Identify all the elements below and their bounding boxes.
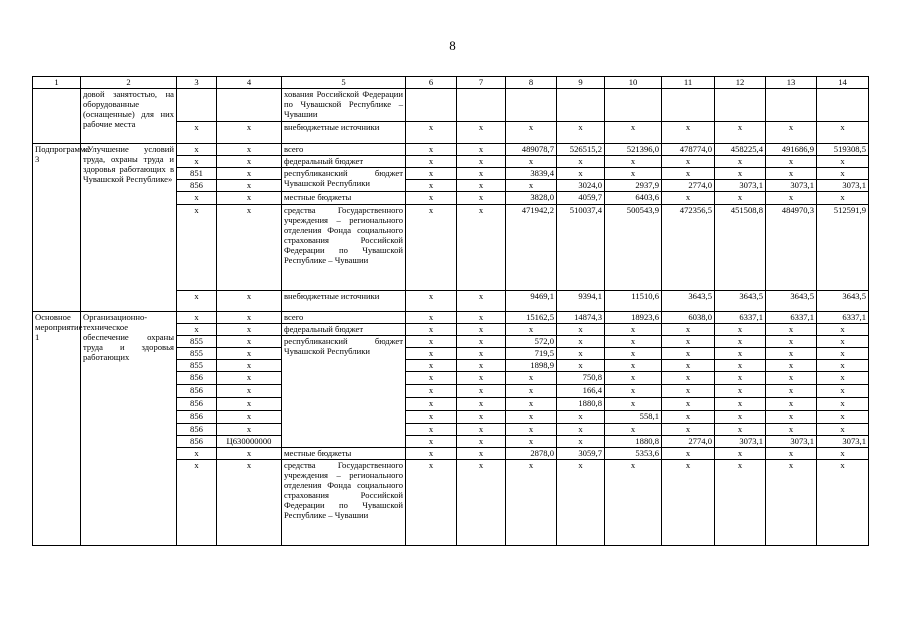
value-cell: 856	[177, 424, 217, 436]
empty-cell	[557, 89, 605, 122]
col3-empty	[177, 89, 217, 122]
value-cell: x	[605, 398, 662, 411]
value-cell: 856	[177, 436, 217, 448]
value-cell: x	[766, 372, 817, 385]
value-cell: 3059,7	[557, 448, 605, 460]
col4-empty	[217, 89, 282, 122]
value-cell: 5353,6	[605, 448, 662, 460]
value-cell: x	[662, 385, 715, 398]
value-cell: x	[817, 324, 869, 336]
value-cell: x	[457, 460, 506, 546]
value-cell: 719,5	[506, 348, 557, 360]
value-cell: x	[406, 398, 457, 411]
value-cell: x	[715, 424, 766, 436]
budget-table	[32, 76, 869, 546]
source-label: федеральный бюджет	[282, 324, 406, 336]
col5-text: хования Российской Федерации по Чувашской Республике – Чувашии	[282, 89, 406, 122]
value-cell: x	[662, 360, 715, 372]
header-cell: 2	[81, 77, 177, 89]
header-cell: 5	[282, 77, 406, 89]
header-cell: 12	[715, 77, 766, 89]
value-cell: x	[715, 398, 766, 411]
value-cell: x	[766, 398, 817, 411]
value-cell: x	[457, 156, 506, 168]
value-cell: 558,1	[605, 411, 662, 424]
value-cell: x	[557, 168, 605, 180]
value-cell: x	[766, 448, 817, 460]
value-cell: x	[506, 156, 557, 168]
value-cell: x	[662, 156, 715, 168]
value-cell: x	[817, 411, 869, 424]
value-cell: 15162,5	[506, 312, 557, 324]
value-cell: x	[217, 192, 282, 205]
source-label: республиканский бюджет Чувашской Республики	[282, 336, 406, 448]
value-cell: 2774,0	[662, 180, 715, 192]
value-cell: 3839,4	[506, 168, 557, 180]
col2-text: довой занятостью, на оборудованные (оснащенные) для них рабочие места	[81, 89, 177, 144]
value-cell: x	[406, 122, 457, 144]
value-cell: 3073,1	[715, 180, 766, 192]
value-cell: x	[662, 398, 715, 411]
value-cell: 14874,3	[557, 312, 605, 324]
value-cell: x	[457, 372, 506, 385]
value-cell: x	[217, 448, 282, 460]
value-cell: x	[766, 424, 817, 436]
value-cell: x	[715, 411, 766, 424]
value-cell: x	[715, 156, 766, 168]
value-cell: x	[817, 192, 869, 205]
value-cell: x	[605, 348, 662, 360]
value-cell: x	[766, 156, 817, 168]
value-cell: x	[457, 424, 506, 436]
value-cell: 3073,1	[715, 436, 766, 448]
value-cell: x	[457, 312, 506, 324]
value-cell: x	[217, 156, 282, 168]
value-cell: x	[506, 324, 557, 336]
value-cell: x	[662, 336, 715, 348]
value-cell: x	[406, 291, 457, 312]
table-row	[33, 312, 869, 324]
value-cell: x	[457, 398, 506, 411]
value-cell: x	[217, 312, 282, 324]
value-cell: x	[715, 448, 766, 460]
value-cell: 572,0	[506, 336, 557, 348]
value-cell: 855	[177, 336, 217, 348]
value-cell: x	[406, 424, 457, 436]
value-cell: x	[557, 424, 605, 436]
value-cell: x	[817, 348, 869, 360]
value-cell: x	[506, 180, 557, 192]
value-cell: x	[177, 460, 217, 546]
value-cell: 3024,0	[557, 180, 605, 192]
value-cell: x	[217, 424, 282, 436]
value-cell: 166,4	[557, 385, 605, 398]
value-cell: x	[557, 360, 605, 372]
value-cell: x	[662, 348, 715, 360]
value-cell: 3073,1	[817, 436, 869, 448]
value-cell: x	[406, 336, 457, 348]
value-cell: 500543,9	[605, 205, 662, 291]
value-cell: x	[457, 436, 506, 448]
section-name: Основное мероприятие 1	[33, 312, 81, 546]
value-cell: x	[766, 460, 817, 546]
value-cell: x	[457, 291, 506, 312]
value-cell: 6337,1	[817, 312, 869, 324]
value-cell: 472356,5	[662, 205, 715, 291]
value-cell: 856	[177, 385, 217, 398]
empty-cell	[457, 89, 506, 122]
value-cell: x	[457, 411, 506, 424]
value-cell: x	[817, 448, 869, 460]
value-cell: x	[817, 460, 869, 546]
value-cell: x	[766, 360, 817, 372]
value-cell: x	[817, 372, 869, 385]
value-cell: x	[766, 411, 817, 424]
empty-cell	[715, 89, 766, 122]
header-cell: 13	[766, 77, 817, 89]
page-number: 8	[449, 38, 456, 53]
value-cell: x	[766, 122, 817, 144]
value-cell: x	[605, 324, 662, 336]
value-cell: x	[605, 122, 662, 144]
value-cell: x	[715, 385, 766, 398]
value-cell: 6337,1	[715, 312, 766, 324]
value-cell: x	[605, 385, 662, 398]
value-cell: x	[457, 144, 506, 156]
value-cell: x	[662, 192, 715, 205]
value-cell: x	[766, 168, 817, 180]
value-cell: x	[217, 398, 282, 411]
value-cell: x	[605, 336, 662, 348]
value-cell: x	[177, 312, 217, 324]
value-cell: x	[217, 411, 282, 424]
value-cell: x	[715, 168, 766, 180]
value-cell: 856	[177, 180, 217, 192]
value-cell: x	[217, 180, 282, 192]
value-cell: x	[177, 144, 217, 156]
header-cell: 4	[217, 77, 282, 89]
header-cell: 9	[557, 77, 605, 89]
value-cell: x	[177, 448, 217, 460]
value-cell: x	[177, 205, 217, 291]
value-cell: x	[406, 385, 457, 398]
value-cell: x	[457, 360, 506, 372]
header-cell: 6	[406, 77, 457, 89]
value-cell: x	[406, 144, 457, 156]
header-cell: 14	[817, 77, 869, 89]
value-cell: x	[557, 156, 605, 168]
value-cell: 3073,1	[766, 436, 817, 448]
value-cell: x	[217, 348, 282, 360]
value-cell: x	[217, 360, 282, 372]
value-cell: x	[457, 205, 506, 291]
value-cell: x	[662, 460, 715, 546]
value-cell: x	[217, 168, 282, 180]
value-cell: x	[457, 448, 506, 460]
header-cell: 3	[177, 77, 217, 89]
value-cell: x	[557, 436, 605, 448]
value-cell: 6337,1	[766, 312, 817, 324]
value-cell: x	[406, 460, 457, 546]
value-cell: x	[715, 192, 766, 205]
empty-cell	[766, 89, 817, 122]
value-cell: 3643,5	[817, 291, 869, 312]
value-cell: x	[217, 324, 282, 336]
value-cell: 856	[177, 411, 217, 424]
value-cell: 478774,0	[662, 144, 715, 156]
value-cell: 18923,6	[605, 312, 662, 324]
header-cell: 1	[33, 77, 81, 89]
source-label: местные бюджеты	[282, 448, 406, 460]
value-cell: x	[406, 192, 457, 205]
empty-cell	[506, 89, 557, 122]
value-cell: x	[406, 168, 457, 180]
value-cell: x	[662, 411, 715, 424]
value-cell: x	[457, 336, 506, 348]
value-cell: x	[457, 324, 506, 336]
value-cell: x	[406, 436, 457, 448]
value-cell: 491686,9	[766, 144, 817, 156]
value-cell: x	[817, 168, 869, 180]
source-label: федеральный бюджет	[282, 156, 406, 168]
value-cell: 2878,0	[506, 448, 557, 460]
section-description: «Улучшение условий труда, охраны труда и здоровья работающих в Чувашской Республике»	[81, 144, 177, 312]
value-cell: 856	[177, 398, 217, 411]
value-cell: 4059,7	[557, 192, 605, 205]
value-cell: x	[662, 324, 715, 336]
empty-cell	[662, 89, 715, 122]
value-cell: x	[177, 291, 217, 312]
value-cell: x	[766, 385, 817, 398]
value-cell: x	[715, 460, 766, 546]
header-row	[33, 77, 869, 89]
value-cell: x	[817, 156, 869, 168]
source-label: внебюджетные источники	[282, 291, 406, 312]
value-cell: x	[605, 372, 662, 385]
header-cell: 7	[457, 77, 506, 89]
value-cell: 1898,9	[506, 360, 557, 372]
value-cell: x	[217, 291, 282, 312]
value-cell: x	[217, 205, 282, 291]
source-label: внебюджетные источники	[282, 122, 406, 144]
value-cell: x	[662, 424, 715, 436]
source-label: средства Государственного учреждения – регионального отделения Фонда социального страхования Российской Федерации по Чувашской Республике – Чувашии	[282, 205, 406, 291]
value-cell: x	[817, 385, 869, 398]
value-cell: x	[406, 448, 457, 460]
value-cell: x	[217, 144, 282, 156]
value-cell: x	[557, 411, 605, 424]
value-cell: x	[506, 411, 557, 424]
empty-cell	[406, 89, 457, 122]
value-cell: 489078,7	[506, 144, 557, 156]
empty-cell	[605, 89, 662, 122]
source-label: местные бюджеты	[282, 192, 406, 205]
value-cell: 6403,6	[605, 192, 662, 205]
value-cell: 2774,0	[662, 436, 715, 448]
source-label: республиканский бюджет Чувашской Республики	[282, 168, 406, 192]
table-row	[33, 144, 869, 156]
value-cell: x	[457, 122, 506, 144]
value-cell: 3073,1	[817, 180, 869, 192]
value-cell: x	[557, 348, 605, 360]
value-cell: 851	[177, 168, 217, 180]
value-cell: x	[406, 411, 457, 424]
value-cell: x	[662, 122, 715, 144]
value-cell: x	[217, 372, 282, 385]
value-cell: 3643,5	[766, 291, 817, 312]
table-row	[33, 89, 869, 122]
value-cell: x	[406, 372, 457, 385]
value-cell: 3643,5	[715, 291, 766, 312]
value-cell: x	[715, 122, 766, 144]
value-cell: 855	[177, 360, 217, 372]
value-cell: x	[662, 448, 715, 460]
value-cell: x	[605, 156, 662, 168]
value-cell: x	[177, 192, 217, 205]
value-cell: x	[605, 460, 662, 546]
value-cell: x	[406, 205, 457, 291]
value-cell: x	[605, 168, 662, 180]
source-label: всего	[282, 144, 406, 156]
value-cell: 519308,5	[817, 144, 869, 156]
section-name: Подпрограмма 3	[33, 144, 81, 312]
value-cell: 521396,0	[605, 144, 662, 156]
value-cell: x	[217, 336, 282, 348]
value-cell: x	[177, 122, 217, 144]
value-cell: x	[817, 336, 869, 348]
value-cell: x	[817, 360, 869, 372]
value-cell: x	[217, 385, 282, 398]
value-cell: x	[457, 168, 506, 180]
value-cell: 458225,4	[715, 144, 766, 156]
value-cell: x	[406, 156, 457, 168]
source-label: средства Государственного учреждения – регионального отделения Фонда социального страхования Российской Федерации по Чувашской Республике – Чувашии	[282, 460, 406, 546]
section-description: Организационно-техническое обеспечение охраны труда и здоровья работающих	[81, 312, 177, 546]
value-cell: x	[817, 398, 869, 411]
header-cell: 8	[506, 77, 557, 89]
value-cell: x	[506, 436, 557, 448]
value-cell: x	[457, 385, 506, 398]
value-cell: x	[217, 460, 282, 546]
value-cell: Ц630000000	[217, 436, 282, 448]
value-cell: x	[557, 122, 605, 144]
value-cell: x	[406, 324, 457, 336]
value-cell: 856	[177, 372, 217, 385]
value-cell: 471942,2	[506, 205, 557, 291]
value-cell: x	[506, 372, 557, 385]
value-cell: 6038,0	[662, 312, 715, 324]
value-cell: x	[817, 122, 869, 144]
value-cell: x	[766, 348, 817, 360]
value-cell: 510037,4	[557, 205, 605, 291]
value-cell: x	[406, 180, 457, 192]
empty-cell	[817, 89, 869, 122]
value-cell: 855	[177, 348, 217, 360]
value-cell: x	[557, 324, 605, 336]
value-cell: x	[715, 348, 766, 360]
value-cell: 484970,3	[766, 205, 817, 291]
value-cell: 451508,8	[715, 205, 766, 291]
value-cell: x	[506, 424, 557, 436]
header-cell: 10	[605, 77, 662, 89]
value-cell: x	[715, 360, 766, 372]
value-cell: x	[506, 122, 557, 144]
value-cell: x	[457, 348, 506, 360]
value-cell: 3828,0	[506, 192, 557, 205]
value-cell: 526515,2	[557, 144, 605, 156]
value-cell: x	[217, 122, 282, 144]
value-cell: x	[605, 424, 662, 436]
value-cell: x	[715, 372, 766, 385]
value-cell: x	[557, 460, 605, 546]
value-cell: x	[177, 324, 217, 336]
value-cell: 1880,8	[557, 398, 605, 411]
value-cell: x	[406, 348, 457, 360]
value-cell: 9394,1	[557, 291, 605, 312]
value-cell: x	[177, 156, 217, 168]
header-cell: 11	[662, 77, 715, 89]
value-cell: x	[406, 360, 457, 372]
value-cell: 512591,9	[817, 205, 869, 291]
value-cell: x	[766, 336, 817, 348]
value-cell: x	[662, 372, 715, 385]
value-cell: x	[506, 398, 557, 411]
value-cell: x	[766, 324, 817, 336]
value-cell: x	[506, 460, 557, 546]
value-cell: x	[457, 180, 506, 192]
value-cell: x	[817, 424, 869, 436]
value-cell: 3643,5	[662, 291, 715, 312]
value-cell: x	[506, 385, 557, 398]
source-label: всего	[282, 312, 406, 324]
value-cell: x	[766, 192, 817, 205]
value-cell: 9469,1	[506, 291, 557, 312]
value-cell: 750,8	[557, 372, 605, 385]
value-cell: x	[662, 168, 715, 180]
value-cell: x	[605, 360, 662, 372]
value-cell: 3073,1	[766, 180, 817, 192]
value-cell: 1880,8	[605, 436, 662, 448]
value-cell: x	[457, 192, 506, 205]
value-cell: 2937,9	[605, 180, 662, 192]
col1-empty	[33, 89, 81, 144]
value-cell: x	[715, 336, 766, 348]
value-cell: x	[406, 312, 457, 324]
value-cell: x	[715, 324, 766, 336]
value-cell: 11510,6	[605, 291, 662, 312]
value-cell: x	[557, 336, 605, 348]
